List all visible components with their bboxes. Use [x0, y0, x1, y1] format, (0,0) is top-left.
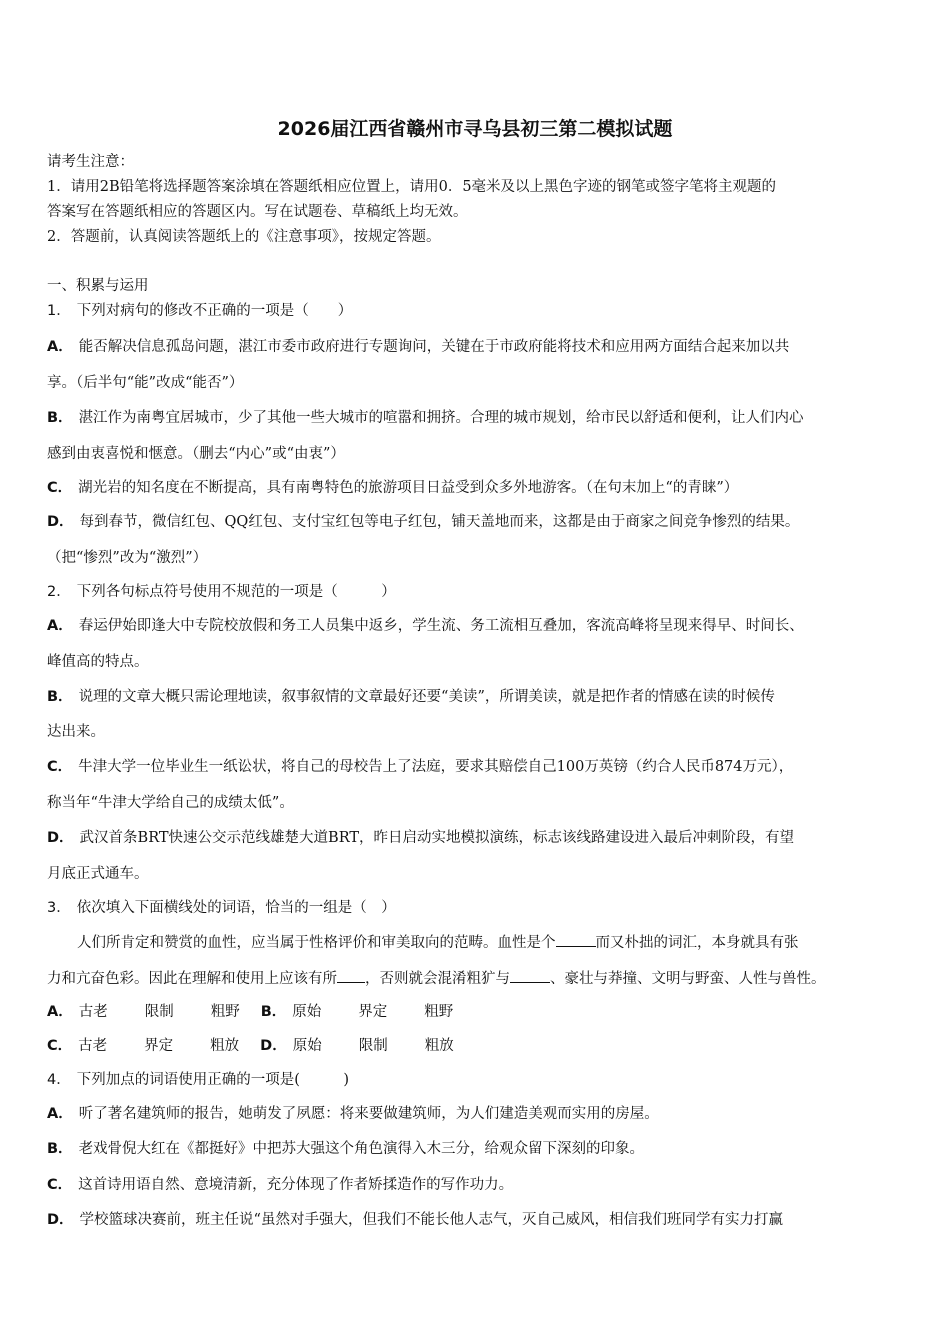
option-word: 原始	[292, 1004, 322, 1020]
question-text: 下列对病句的修改不正确的一项是（ ）	[76, 303, 353, 319]
option-text: 说理的文章大概只需论理地读，叙事叙情的文章最好还要“美读”，所谓美读，就是把作者的情感在读的时候传	[78, 689, 775, 705]
q2-option-a-cont: 峰值高的特点。	[47, 654, 149, 670]
q2-option-b	[47, 687, 775, 707]
passage-text: 而又朴拙的词汇，本身就具有张	[595, 935, 799, 951]
question-text: 依次填入下面横线处的词语，恰当的一组是（ ）	[76, 900, 396, 916]
q3-passage-line-2	[47, 968, 826, 989]
passage-text: 人们所肯定和赞赏的血性，应当属于性格评价和审美取向的范畴。血性是个	[77, 935, 556, 951]
option-letter: D．	[47, 830, 74, 846]
q3-passage-line-1	[77, 932, 799, 953]
option-letter: D．	[47, 514, 74, 530]
option-text: 学校篮球决赛前，班主任说“虽然对手强大，但我们不能长他人志气，灭自己威风，相信我们班同学有实力打赢	[79, 1212, 783, 1228]
option-word: 界定	[144, 1038, 174, 1054]
section-heading: 一、积累与运用	[47, 278, 149, 294]
option-letter: C．	[47, 1038, 73, 1054]
q1-option-d	[47, 512, 799, 532]
q4-option-b	[47, 1139, 644, 1159]
option-word: 粗野	[424, 1004, 454, 1020]
page-title: 2026届江西省赣州市寻乌县初三第二模拟试题	[277, 118, 673, 140]
q1-option-c	[47, 478, 738, 498]
question-number: 4．	[47, 1072, 71, 1088]
notice-item-1-line-1: 1．请用2B铅笔将选择题答案涂填在答题纸相应位置上，请用0．5毫米及以上黑色字迹的钢笔或签字笔将主观题的	[47, 179, 777, 195]
q1-option-a-cont: 享。（后半句“能”改成“能否”）	[47, 375, 244, 391]
option-letter: A．	[47, 618, 73, 634]
q1-option-d-cont: （把“惨烈”改为“激烈”）	[47, 550, 208, 566]
question-text: 下列加点的词语使用正确的一项是( )	[76, 1072, 350, 1088]
option-word: 限制	[358, 1038, 388, 1054]
option-word: 古老	[78, 1004, 108, 1020]
blank-line	[510, 968, 550, 983]
option-letter: D．	[260, 1038, 287, 1054]
option-letter: A．	[47, 339, 73, 355]
notice-item-2: 2．答题前，认真阅读答题纸上的《注意事项》，按规定答题。	[47, 229, 441, 245]
option-letter: C．	[47, 759, 73, 775]
question-number: 2．	[47, 584, 71, 600]
q2-option-c	[47, 757, 793, 777]
option-letter: A．	[47, 1004, 73, 1020]
q2-option-d-cont: 月底正式通车。	[47, 866, 149, 882]
option-word: 粗放	[210, 1038, 240, 1054]
blank-line	[337, 968, 365, 983]
option-text: 湛江作为南粤宜居城市，少了其他一些大城市的喧嚣和拥挤。合理的城市规划，给市民以舒适和便利，让人们内心	[78, 410, 804, 426]
option-word: 古老	[78, 1038, 108, 1054]
q3-options-row-1	[47, 1002, 474, 1022]
option-text: 能否解决信息孤岛问题，湛江市委市政府进行专题询问，关键在于市政府能将技术和应用两方面结合起来加以共	[78, 339, 790, 355]
option-word: 原始	[292, 1038, 322, 1054]
q2-option-b-cont: 达出来。	[47, 724, 105, 740]
q4-option-d	[47, 1210, 783, 1230]
q2-option-d	[47, 828, 794, 848]
question-2-stem	[47, 582, 396, 602]
option-letter: B．	[47, 1141, 73, 1157]
notice-heading: 请考生注意：	[47, 154, 134, 170]
passage-text: ，否则就会混淆粗犷与	[365, 971, 510, 987]
passage-text: 力和亢奋色彩。因此在理解和使用上应该有所	[47, 971, 337, 987]
question-number: 1．	[47, 303, 71, 319]
question-text: 下列各句标点符号使用不规范的一项是（ ）	[76, 584, 396, 600]
question-1-stem	[47, 301, 352, 321]
option-text: 湖光岩的知名度在不断提高，具有南粤特色的旅游项目日益受到众多外地游客。（在句末加上“的青睐”）	[78, 480, 739, 496]
q3-options-row-2	[47, 1036, 475, 1056]
option-word: 粗放	[424, 1038, 454, 1054]
question-4-stem	[47, 1070, 349, 1090]
option-text: 武汉首条BRT快速公交示范线雄楚大道BRT，昨日启动实地模拟演练，标志该线路建设进入最后冲刺阶段，有望	[79, 830, 795, 846]
passage-text: 、豪壮与莽撞、文明与野蛮、人性与兽性。	[550, 971, 826, 987]
option-text: 这首诗用语自然、意境清新，充分体现了作者矫揉造作的写作功力。	[78, 1177, 514, 1193]
option-text: 春运伊始即逢大中专院校放假和务工人员集中返乡，学生流、务工流相互叠加，客流高峰将呈现来得早、时间长、	[78, 618, 804, 634]
notice-item-1-line-2: 答案写在答题纸相应的答题区内。写在试题卷、草稿纸上均无效。	[47, 204, 468, 220]
option-letter: A．	[47, 1106, 73, 1122]
option-word: 粗野	[210, 1004, 240, 1020]
option-word: 界定	[358, 1004, 388, 1020]
question-3-stem	[47, 898, 396, 918]
q4-option-a	[47, 1104, 659, 1124]
option-text: 每到春节，微信红包、QQ红包、支付宝红包等电子红包，铺天盖地而来，这都是由于商家之间竞争惨烈的结果。	[79, 514, 800, 530]
question-number: 3．	[47, 900, 71, 916]
q1-option-b-cont: 感到由衷喜悦和惬意。（删去“内心”或“由衷”）	[47, 446, 345, 462]
q2-option-c-cont: 称当年“牛津大学给自己的成绩太低”。	[47, 795, 294, 811]
q2-option-a	[47, 616, 804, 636]
q1-option-a	[47, 337, 789, 357]
option-word: 限制	[144, 1004, 174, 1020]
option-text: 老戏骨倪大红在《都挺好》中把苏大强这个角色演得入木三分，给观众留下深刻的印象。	[78, 1141, 645, 1157]
q1-option-b	[47, 408, 804, 428]
blank-line	[556, 932, 596, 947]
option-letter: B．	[47, 410, 73, 426]
option-letter: B．	[260, 1004, 287, 1020]
option-text: 牛津大学一位毕业生一纸讼状，将自己的母校告上了法庭，要求其赔偿自己100万英镑（约合人民币874万元），	[78, 759, 794, 775]
option-letter: C．	[47, 480, 73, 496]
option-text: 听了著名建筑师的报告，她萌发了夙愿：将来要做建筑师，为人们建造美观而实用的房屋。	[78, 1106, 659, 1122]
option-letter: B．	[47, 689, 73, 705]
option-letter: D．	[47, 1212, 74, 1228]
option-letter: C．	[47, 1177, 73, 1193]
q4-option-c	[47, 1175, 513, 1195]
